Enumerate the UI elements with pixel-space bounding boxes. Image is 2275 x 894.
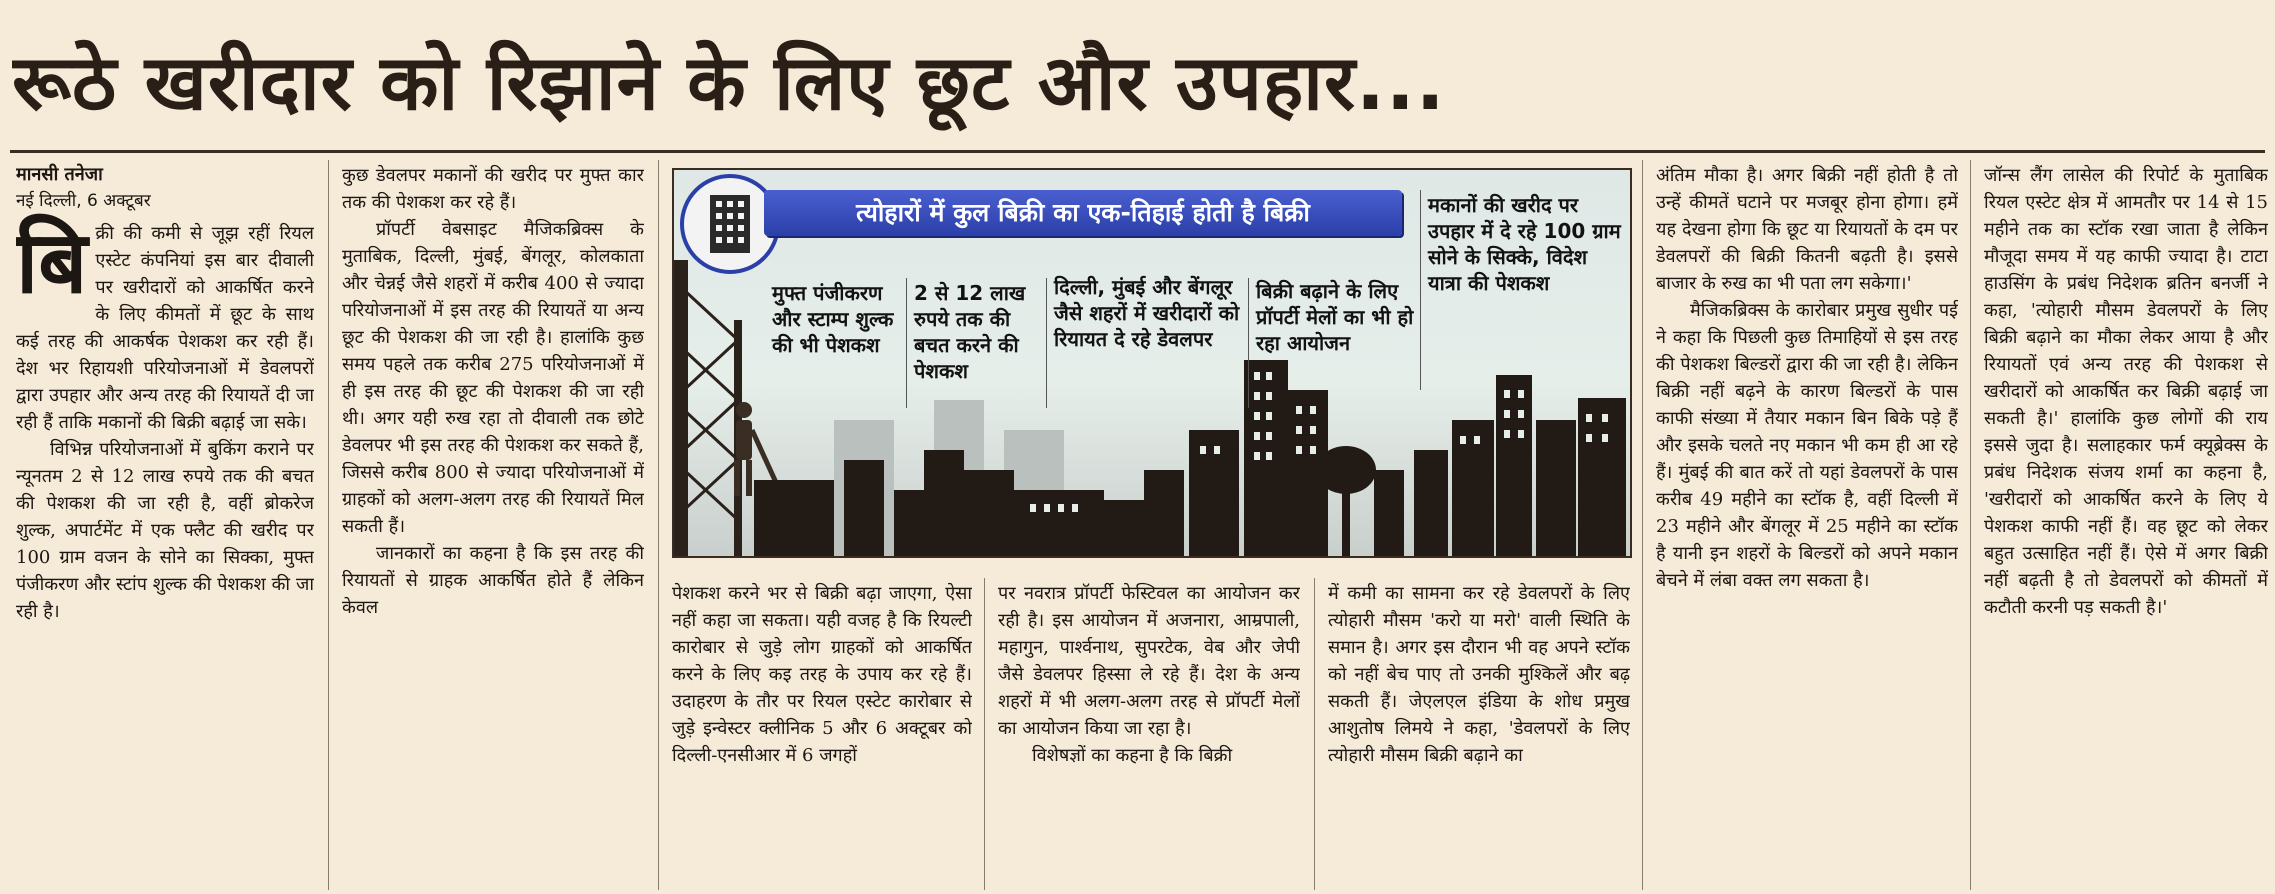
article-column-7 (1984, 162, 2268, 890)
paragraph: विभिन्न परियोजनाओं में बुकिंग कराने पर न्यूनतम 2 से 12 लाख रुपये तक की बचत की पेशकश की जा रही है, वहीं ब्रोकरेज शुल्क, अपार्टमेंट में एक फ्लैट की खरीद पर 100 ग्राम वजन के सोने का सिक्का, मुफ्त पंजीकरण और स्टांप शुल्क की पेशकश की जा रही है। (16, 439, 314, 622)
infographic-point: मुफ्त पंजीकरण और स्टाम्प शुल्क की भी पेशकश (772, 281, 894, 357)
infographic-banner: त्योहारों में कुल बिक्री का एक-तिहाई होती है बिक्री (764, 190, 1402, 236)
dropcap: बि (16, 213, 88, 313)
paragraph: पेशकश करने भर से बिक्री बढ़ा जाएगा, ऐसा नहीं कहा जा सकता। यही वजह है कि रियल्टी कारोबार से जुड़े लोग ग्राहकों को आकर्षित करने के लिए कइ तरह के उपाय कर रहे हैं। उदाहरण के तौर पर रियल एस्टेट कारोबार से जुड़े इन्वेस्टर क्लीनिक 5 और 6 अक्टूबर को दिल्ली-एनसीआर में 6 जगहों (672, 583, 972, 766)
article-column-3 (672, 580, 972, 890)
column-divider (658, 160, 659, 890)
column-divider (984, 578, 985, 890)
column-divider (1314, 578, 1315, 890)
paragraph: में कमी का सामना कर रहे डेवलपरों के लिए त्योहारी मौसम 'करो या मरो' वाली स्थिति के समान है। अगर इस दौरान भी वह अपने स्टॉक को नहीं बेच पाए तो उनकी मुश्किलें और बढ़ सकती हैं। जेएलएल इंडिया के शोध प्रमुख आशुतोष लिमये ने कहा, 'डेवलपरों के लिए त्योहारी मौसम बिक्री बढ़ाने का (1328, 583, 1630, 766)
infographic-point: मकानों की खरीद पर उपहार में दे रहे 100 ग्राम सोने के सिक्के, विदेश यात्रा की पेशकश (1428, 193, 1621, 295)
infographic-point: बिक्री बढ़ाने के लिए प्रॉपर्टी मेलों का भी हो रहा आयोजन (1256, 279, 1414, 355)
headline: रूठे खरीदार को रिझाने के लिए छूट और उपहार... (12, 38, 1446, 127)
paragraph: मैजिकब्रिक्स के कारोबार प्रमुख सुधीर पई ने कहा कि पिछली कुछ तिमाहियों से इस तरह की पेशकश बिल्डरों द्वारा की जा रही है। लेकिन बिक्री नहीं बढ़ने के कारण बिल्डरों के पास काफी संख्या में तैयार मकान बिन बिके पड़े हैं और इसके चलते नए मकान भी कम ही आ रहे हैं। मुंबई की बात करें तो यहां डेवलपरों के पास करीब 49 महीने का स्टॉक है, वहीं दिल्ली में 23 महीने और बेंगलूर में 25 महीने का स्टॉक है यानी इन शहरों के बिल्डरों को अपने मकान बेचने में लंबा वक्त लग सकता है। (1656, 300, 1958, 591)
paragraph: जॉन्स लैंग लासेल की रिपोर्ट के मुताबिक रियल एस्टेट क्षेत्र में आमतौर पर 14 से 15 महीने तक का स्टॉक रखा जाता है लेकिन मौजूदा समय में यह काफी ज्यादा है। टाटा हाउसिंग के प्रबंध निदेशक ब्रतिन बनर्जी ने कहा, 'त्योहारी मौसम डेवलपरों के लिए बिक्री बढ़ाने का मौका लेकर आया है और रियायतों एवं अन्य तरह की पेशकश से खरीदारों को आकर्षित कर बिक्री बढ़ाई जा सकती है।' हालांकि कुछ लोगों की राय इससे जुदा है। सलाहकार फर्म क्यूब्रेक्स के प्रबंध निदेशक संजय शर्मा का कहना है, 'खरीदारों को आकर्षित करने के लिए ये पेशकश काफी नहीं हैं। वह छूट को लेकर बहुत उत्साहित नहीं हैं। ऐसे में अगर बिक्री नहीं बढ़ती है तो डेवलपरों को कीमतों में कटौती करनी पड़ सकती है।' (1984, 165, 2268, 618)
infographic (672, 168, 1632, 558)
article-column-5 (1328, 580, 1630, 890)
paragraph: विशेषज्ञों का कहना है कि बिक्री (1032, 745, 1233, 766)
article-column-2 (342, 162, 644, 890)
paragraph: कुछ डेवलपर मकानों की खरीद पर मुफ्त कार तक की पेशकश कर रहे हैं। (342, 165, 644, 213)
byline-dateline: नई दिल्ली, 6 अक्टूबर (16, 191, 151, 211)
paragraph: जानकारों का कहना है कि इस तरह की रियायतों से ग्राहक आकर्षित होते हैं लेकिन केवल (342, 543, 644, 618)
paragraph: पर नवरात्र प्रॉपर्टी फेस्टिवल का आयोजन कर रही है। इस आयोजन में अजनारा, आम्रपाली, महागुन, पार्श्वनाथ, सुपरटेक, वेब और जेपी जैसे डेवलपर हिस्सा ले रहे हैं। देश के अन्य शहरों में भी अलग-अलग तरह से प्रॉपर्टी मेलों का आयोजन किया जा रहा है। (998, 583, 1300, 739)
paragraph: अंतिम मौका है। अगर बिक्री नहीं होती है तो उन्हें कीमतें घटाने पर मजबूर होना होगा। हमें यह देखना होगा कि छूट या रियायतों के दम पर डेवलपरों की बिक्री कितनी बढ़ती है। इससे बाजार के रुख का भी पता लग सकेगा।' (1656, 165, 1958, 294)
headline-rule (10, 150, 2265, 153)
infographic-separator (1248, 278, 1249, 408)
infographic-separator (1420, 190, 1421, 390)
infographic-separator (1046, 278, 1047, 408)
paragraph: प्रॉपर्टी वेबसाइट मैजिकब्रिक्स के मुताबिक, दिल्ली, मुंबई, बेंगलूर, कोलकाता और चेन्नई जैसे शहरों में करीब 400 से ज्यादा परियोजनाओं में इस तरह की रियायतें या अन्य छूट की पेशकश की जा रही है। हालांकि कुछ समय पहले तक करीब 275 परियोजनाओं में ही इस तरह की छूट की पेशकश की जा रही थी। अगर यही रुख रहा तो दीवाली तक छोटे डेवलपर भी इस तरह की पेशकश कर सकते हैं, जिससे करीब 800 से ज्यादा परियोजनाओं में ग्राहकों को अलग-अलग तरह की रियायतें मिल सकती हैं। (342, 219, 644, 537)
infographic-point: 2 से 12 लाख रुपये तक की बचत करने की पेशकश (914, 281, 1026, 383)
infographic-separator (906, 278, 907, 408)
column-divider (1970, 160, 1971, 890)
byline-author: मानसी तनेजा (16, 164, 103, 185)
column-divider (1642, 160, 1643, 890)
article-column-1 (16, 162, 314, 890)
column-divider (328, 160, 329, 890)
article-column-4 (998, 580, 1300, 890)
paragraph: क्री की कमी से जूझ रहीं रियल एस्टेट कंपनियां इस बार दीवाली पर खरीदारों को आकर्षित करने के लिए कीमतों में छूट के साथ कई तरह की आकर्षक पेशकश कर रही हैं। देश भर रिहायशी परियोजनाओं में डेवलपरों द्वारा उपहार और अन्य तरह की रियायतें दी जा रही हैं ताकि मकानों की बिक्री बढ़ाई जा सके। (16, 223, 314, 433)
article-column-6 (1656, 162, 1958, 890)
infographic-point: दिल्ली, मुंबई और बेंगलूर जैसे शहरों में खरीदारों को रियायत दे रहे डेवलपर (1054, 275, 1240, 351)
